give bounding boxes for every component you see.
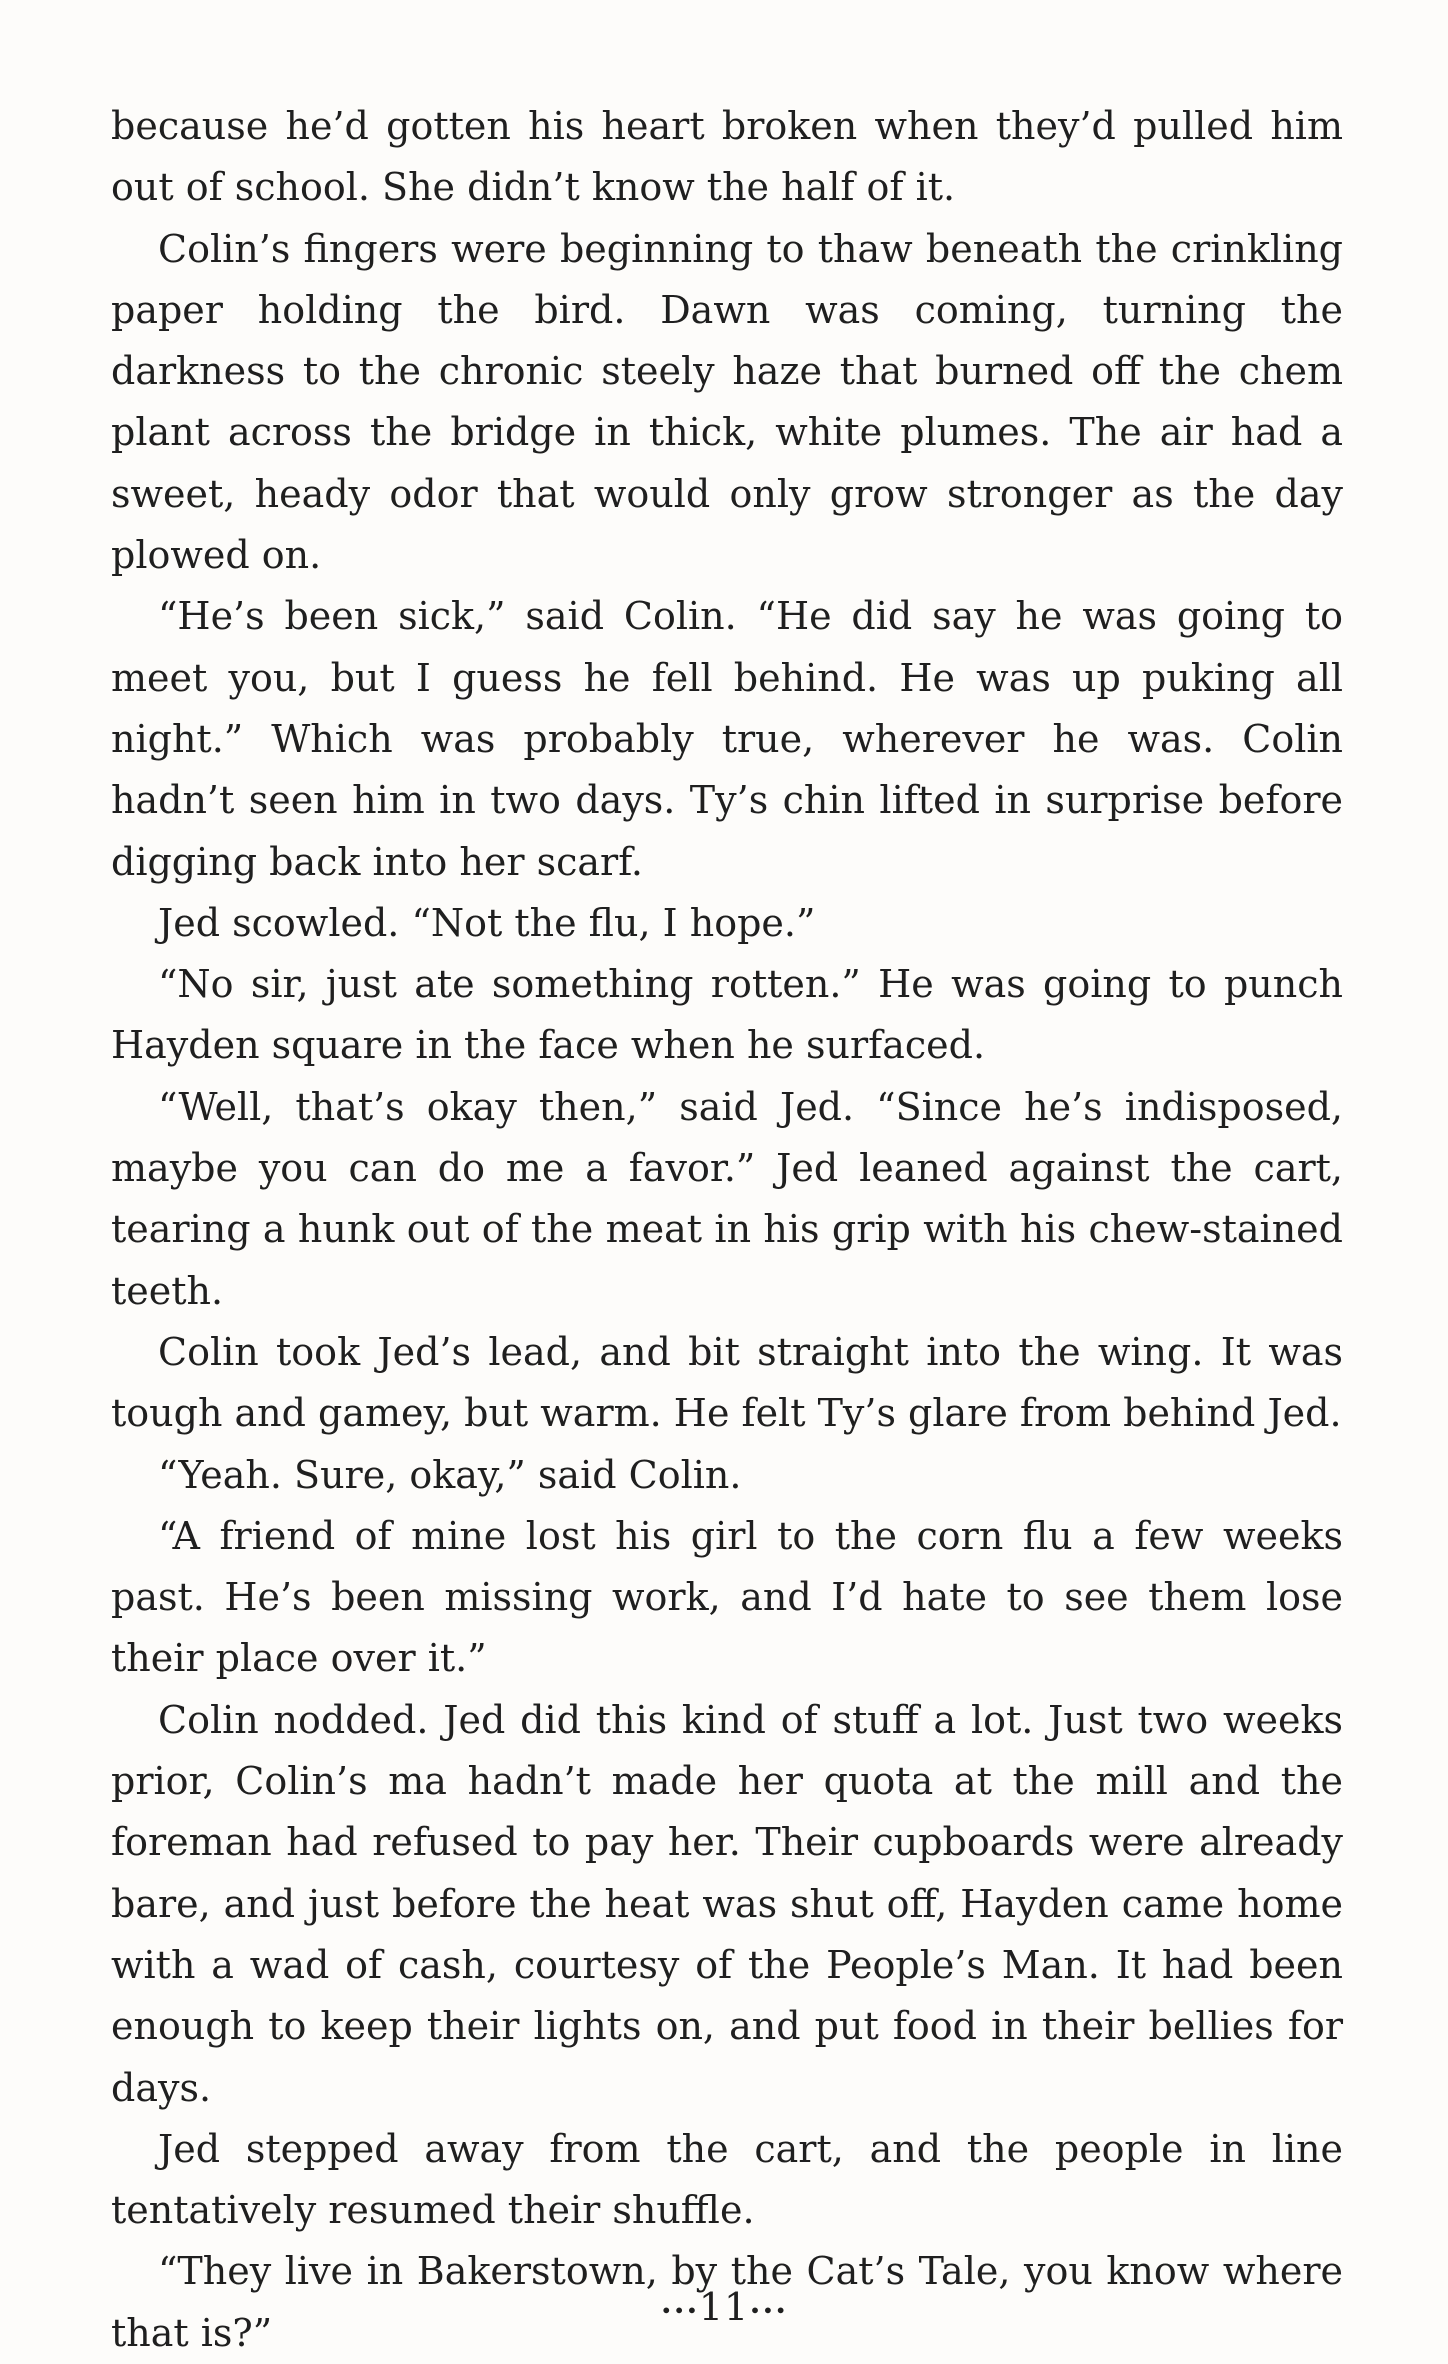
- paragraph: “Well, that’s okay then,” said Jed. “Since he’s indisposed, maybe you can do me a favor.” Jed leaned against the cart, tearing a hunk out of the meat in his grip with his chew-stained teeth.: [111, 1084, 1343, 1313]
- paragraph: “No sir, just ate something rotten.” He was going to punch Hayden square in the face when he surfaced.: [111, 962, 1343, 1068]
- paragraph: “A friend of mine lost his girl to the corn flu a few weeks past. He’s been missing work, and I’d hate to see them lose their place over it.”: [111, 1513, 1343, 1681]
- paragraph: Jed scowled. “Not the flu, I hope.”: [158, 900, 816, 945]
- paragraph: “Yeah. Sure, okay,” said Colin.: [158, 1452, 742, 1497]
- paragraph: Colin’s fingers were beginning to thaw beneath the crinkling paper holding the bird. Dawn was coming, turning the darkness to the chronic steely haze that burned off the chem plant across the bridge in thick, white plumes. The air had a sweet, heady odor that would only grow stronger as the day plowed on.: [111, 226, 1343, 578]
- ornament-right: •••: [749, 2298, 788, 2323]
- ornament-left: •••: [660, 2298, 699, 2323]
- body-text: [111, 96, 1343, 2364]
- paragraph: Jed stepped away from the cart, and the people in line tentatively resumed their shuffle.: [111, 2126, 1343, 2233]
- paragraph: “He’s been sick,” said Colin. “He did say he was going to meet you, but I guess he fell behind. He was up puking all night.” Which was probably true, wherever he was. Colin hadn’t seen him in two days. Ty’s chin lifted in surprise before digging back into her scarf.: [111, 594, 1343, 884]
- paragraph: Colin nodded. Jed did this kind of stuff a lot. Just two weeks prior, Colin’s ma hadn’t made her quota at the mill and the foreman had refused to pay her. Their cupboards were already bare, and just before the heat was shut off, Hayden came home with a wad of cash, courtesy of the People’s Man. It had been enough to keep their lights on, and put food in their bellies for days.: [111, 1697, 1343, 2110]
- paragraph: Colin took Jed’s lead, and bit straight into the wing. It was tough and gamey, but warm. He felt Ty’s glare from behind Jed.: [111, 1329, 1343, 1436]
- page-number-value: 11: [698, 2285, 750, 2329]
- paragraph-continuation: because he’d gotten his heart broken when they’d pulled him out of school. She didn’t know the half of it.: [111, 104, 1343, 210]
- paragraph: “They live in Bakerstown, by the Cat’s Tale, you know where that is?”: [111, 2249, 1343, 2355]
- page-number: [0, 2285, 1448, 2329]
